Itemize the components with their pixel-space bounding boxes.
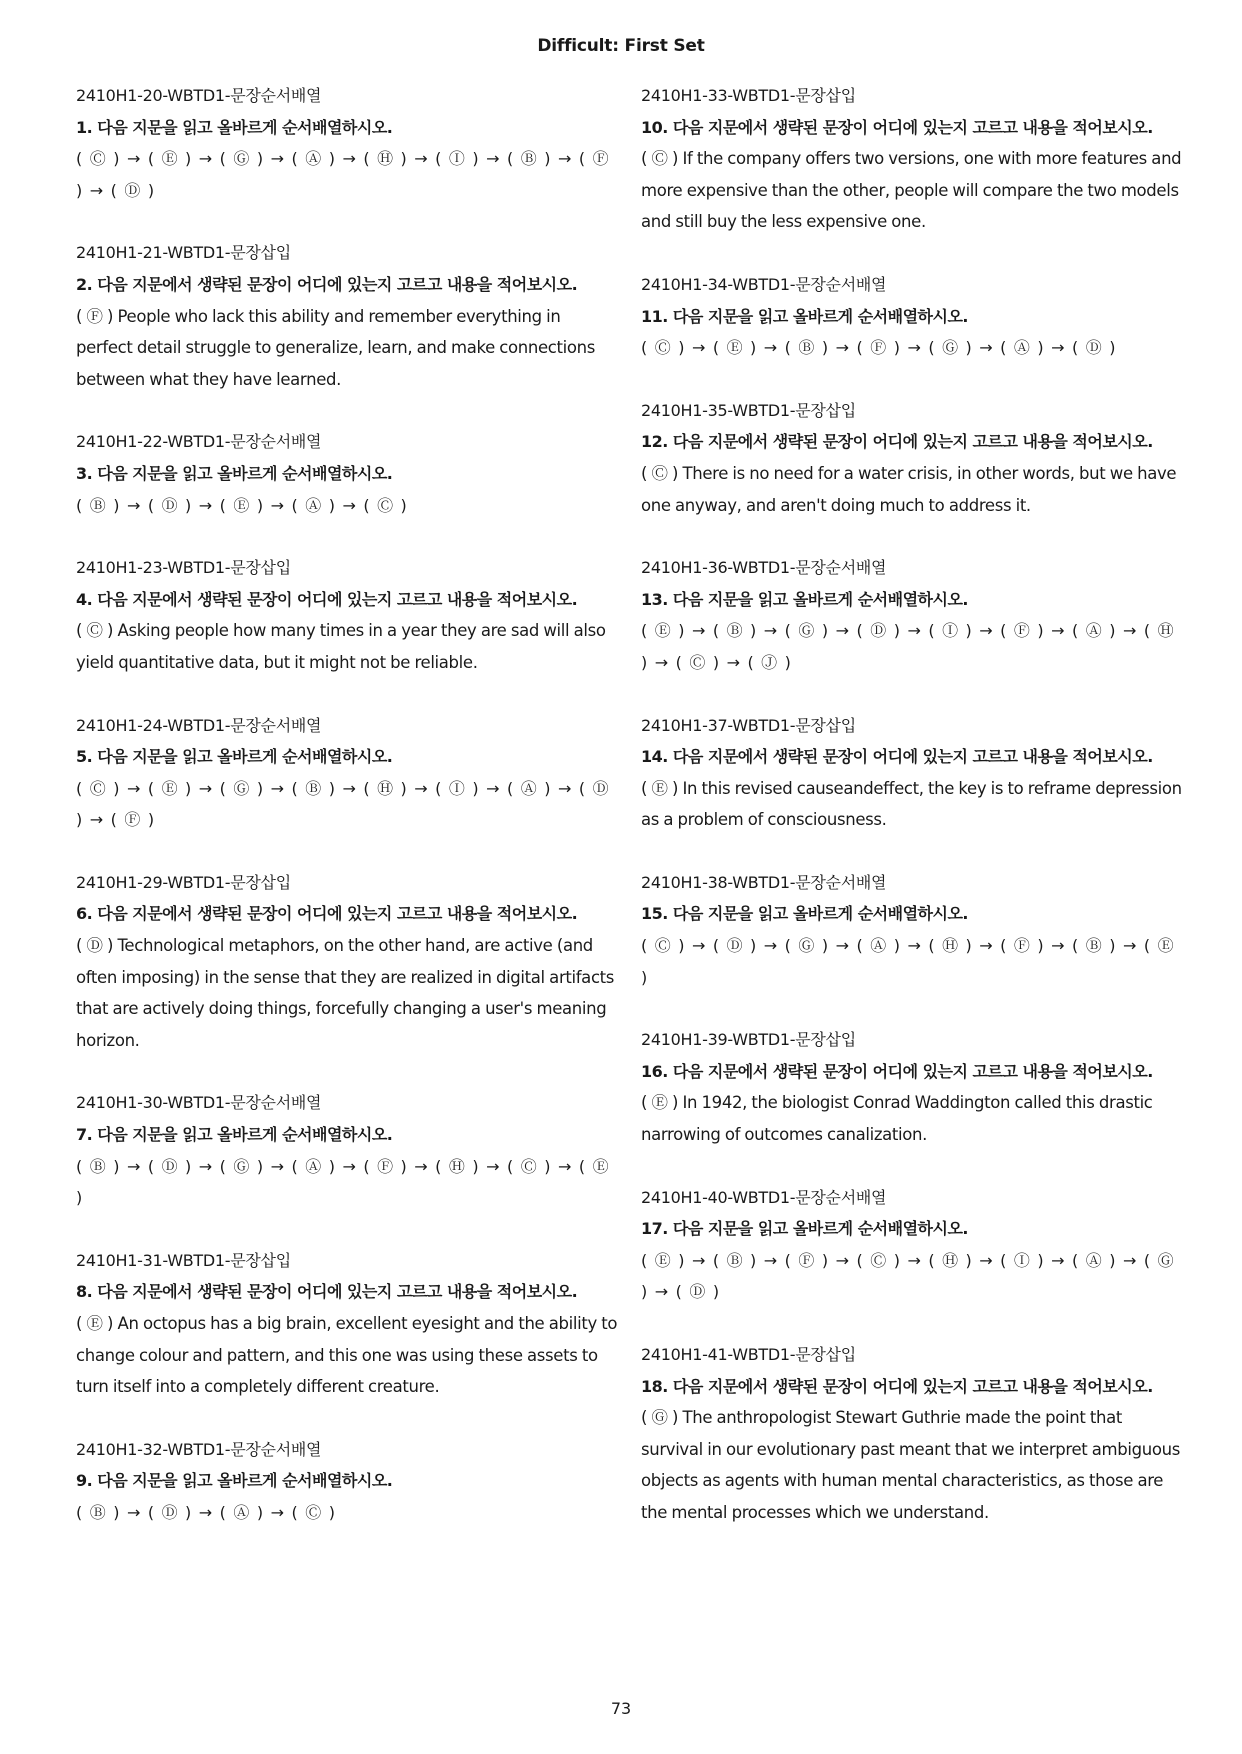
item-code: 2410H1-29-WBTD1-문장삽입 xyxy=(76,872,291,892)
item-question: 10. 다음 지문에서 생략된 문장이 어디에 있는지 고르고 내용을 적어보시오. xyxy=(641,117,1153,137)
question-item xyxy=(641,395,1186,521)
item-question: 15. 다음 지문을 읽고 올바르게 순서배열하시오. xyxy=(641,904,968,924)
item-question: 8. 다음 지문에서 생략된 문장이 어디에 있는지 고르고 내용을 적어보시오. xyxy=(76,1282,578,1302)
item-question: 13. 다음 지문을 읽고 올바르게 순서배열하시오. xyxy=(641,589,968,609)
question-item xyxy=(76,867,621,1057)
question-item xyxy=(641,80,1186,238)
item-code: 2410H1-37-WBTD1-문장삽입 xyxy=(641,715,856,735)
item-code: 2410H1-40-WBTD1-문장순서배열 xyxy=(641,1187,887,1207)
question-item xyxy=(76,1087,621,1213)
item-code: 2410H1-35-WBTD1-문장삽입 xyxy=(641,400,856,420)
insert-answer: ( Ⓔ ) An octopus has a big brain, excellent eyesight and the ability to change colour and pattern, and this one was using these assets to turn itself into a completely different creature. xyxy=(76,1314,618,1397)
item-question: 14. 다음 지문에서 생략된 문장이 어디에 있는지 고르고 내용을 적어보시오. xyxy=(641,747,1153,767)
question-item xyxy=(641,552,1186,678)
item-question: 4. 다음 지문에서 생략된 문장이 어디에 있는지 고르고 내용을 적어보시오. xyxy=(76,589,578,609)
insert-answer: ( Ⓒ ) If the company offers two versions, one with more features and more expensive than the other, people will compare the two models and still buy the less expensive one. xyxy=(641,149,1182,232)
question-item xyxy=(641,1182,1186,1308)
item-code: 2410H1-23-WBTD1-문장삽입 xyxy=(76,558,291,578)
item-question: 16. 다음 지문에서 생략된 문장이 어디에 있는지 고르고 내용을 적어보시오. xyxy=(641,1061,1153,1081)
item-code: 2410H1-38-WBTD1-문장순서배열 xyxy=(641,872,887,892)
item-code: 2410H1-34-WBTD1-문장순서배열 xyxy=(641,274,887,294)
item-code: 2410H1-20-WBTD1-문장순서배열 xyxy=(76,86,322,105)
question-item xyxy=(76,80,621,206)
question-item xyxy=(76,426,621,521)
order-answer: ( Ⓒ ) → ( Ⓓ ) → ( Ⓖ ) → ( Ⓐ ) → ( Ⓗ ) → ( Ⓕ ) → ( Ⓑ ) → ( Ⓔ ) xyxy=(641,936,1174,987)
item-code: 2410H1-32-WBTD1-문장순서배열 xyxy=(76,1439,322,1459)
page-number: 73 xyxy=(610,1699,632,1718)
question-item xyxy=(76,237,621,395)
left-column xyxy=(76,80,621,1560)
insert-answer: ( Ⓒ ) There is no need for a water crisis, in other words, but we have one anyway, and aren't doing much to address it. xyxy=(641,463,1177,515)
item-question: 2. 다음 지문에서 생략된 문장이 어디에 있는지 고르고 내용을 적어보시오. xyxy=(76,274,578,294)
insert-answer: ( Ⓒ ) Asking people how many times in a year they are sad will also yield quantitative data, but it might not be reliable. xyxy=(76,621,606,672)
order-answer: ( Ⓔ ) → ( Ⓑ ) → ( Ⓕ ) → ( Ⓒ ) → ( Ⓗ ) → ( Ⓘ ) → ( Ⓐ ) → ( Ⓖ ) → ( Ⓓ ) xyxy=(641,1250,1174,1302)
page-title: Difficult: First Set xyxy=(537,36,705,56)
question-item xyxy=(641,269,1186,364)
order-answer: ( Ⓒ ) → ( Ⓔ ) → ( Ⓑ ) → ( Ⓕ ) → ( Ⓖ ) → ( Ⓐ ) → ( Ⓓ ) xyxy=(641,338,1116,358)
order-answer: ( Ⓑ ) → ( Ⓓ ) → ( Ⓔ ) → ( Ⓐ ) → ( Ⓒ ) xyxy=(76,495,407,515)
insert-answer: ( Ⓔ ) In 1942, the biologist Conrad Waddington called this drastic narrowing of outcomes canalization. xyxy=(641,1093,1153,1145)
question-item xyxy=(641,1024,1186,1150)
insert-answer: ( Ⓕ ) People who lack this ability and remember everything in perfect detail struggle to generalize, learn, and make connections between what they have learned. xyxy=(76,306,595,389)
order-answer: ( Ⓒ ) → ( Ⓔ ) → ( Ⓖ ) → ( Ⓑ ) → ( Ⓗ ) → ( Ⓘ ) → ( Ⓐ ) → ( Ⓓ ) → ( Ⓕ ) xyxy=(76,778,609,830)
item-question: 7. 다음 지문을 읽고 올바르게 순서배열하시오. xyxy=(76,1125,393,1145)
item-code: 2410H1-24-WBTD1-문장순서배열 xyxy=(76,715,322,735)
item-question: 1. 다음 지문을 읽고 올바르게 순서배열하시오. xyxy=(76,117,393,137)
item-question: 3. 다음 지문을 읽고 올바르게 순서배열하시오. xyxy=(76,463,393,483)
item-question: 18. 다음 지문에서 생략된 문장이 어디에 있는지 고르고 내용을 적어보시오. xyxy=(641,1376,1153,1396)
item-code: 2410H1-21-WBTD1-문장삽입 xyxy=(76,243,291,263)
item-code: 2410H1-30-WBTD1-문장순서배열 xyxy=(76,1093,322,1113)
right-column xyxy=(641,80,1186,1560)
question-item xyxy=(641,867,1186,993)
question-item xyxy=(76,1245,621,1403)
question-item xyxy=(641,710,1186,836)
order-answer: ( Ⓑ ) → ( Ⓓ ) → ( Ⓖ ) → ( Ⓐ ) → ( Ⓕ ) → ( Ⓗ ) → ( Ⓒ ) → ( Ⓔ ) xyxy=(76,1156,609,1208)
item-question: 5. 다음 지문을 읽고 올바르게 순서배열하시오. xyxy=(76,747,393,767)
item-question: 6. 다음 지문에서 생략된 문장이 어디에 있는지 고르고 내용을 적어보시오. xyxy=(76,904,578,924)
insert-answer: ( Ⓖ ) The anthropologist Stewart Guthrie made the point that survival in our evolutionary past meant that we interpret ambiguous objects as agents with human mental characteristics, as those are the mental processes which we understand. xyxy=(641,1408,1180,1522)
order-answer: ( Ⓔ ) → ( Ⓑ ) → ( Ⓖ ) → ( Ⓓ ) → ( Ⓘ ) → ( Ⓕ ) → ( Ⓐ ) → ( Ⓗ ) → ( Ⓒ ) → ( Ⓙ ) xyxy=(641,621,1174,672)
question-item xyxy=(641,1339,1186,1529)
item-code: 2410H1-36-WBTD1-문장순서배열 xyxy=(641,558,887,578)
item-code: 2410H1-22-WBTD1-문장순서배열 xyxy=(76,432,322,452)
question-item xyxy=(76,552,621,678)
item-question: 12. 다음 지문에서 생략된 문장이 어디에 있는지 고르고 내용을 적어보시오. xyxy=(641,432,1153,452)
order-answer: ( Ⓑ ) → ( Ⓓ ) → ( Ⓐ ) → ( Ⓒ ) xyxy=(76,1502,336,1522)
insert-answer: ( Ⓓ ) Technological metaphors, on the other hand, are active (and often imposing) in the sense that they are realized in digital artifacts that are actively doing things, forcefully changing a user's meaning horizon. xyxy=(76,936,615,1050)
item-code: 2410H1-33-WBTD1-문장삽입 xyxy=(641,86,856,105)
item-question: 11. 다음 지문을 읽고 올바르게 순서배열하시오. xyxy=(641,306,968,326)
question-item xyxy=(76,710,621,836)
order-answer: ( Ⓒ ) → ( Ⓔ ) → ( Ⓖ ) → ( Ⓐ ) → ( Ⓗ ) → ( Ⓘ ) → ( Ⓑ ) → ( Ⓕ ) → ( Ⓓ ) xyxy=(76,149,609,200)
insert-answer: ( Ⓔ ) In this revised causeandeffect, the key is to reframe depression as a problem of consciousness. xyxy=(641,778,1182,830)
item-question: 17. 다음 지문을 읽고 올바르게 순서배열하시오. xyxy=(641,1219,968,1239)
item-question: 9. 다음 지문을 읽고 올바르게 순서배열하시오. xyxy=(76,1471,393,1491)
question-item xyxy=(76,1434,621,1529)
item-code: 2410H1-31-WBTD1-문장삽입 xyxy=(76,1250,291,1270)
item-code: 2410H1-39-WBTD1-문장삽입 xyxy=(641,1030,856,1050)
item-code: 2410H1-41-WBTD1-문장삽입 xyxy=(641,1345,856,1364)
